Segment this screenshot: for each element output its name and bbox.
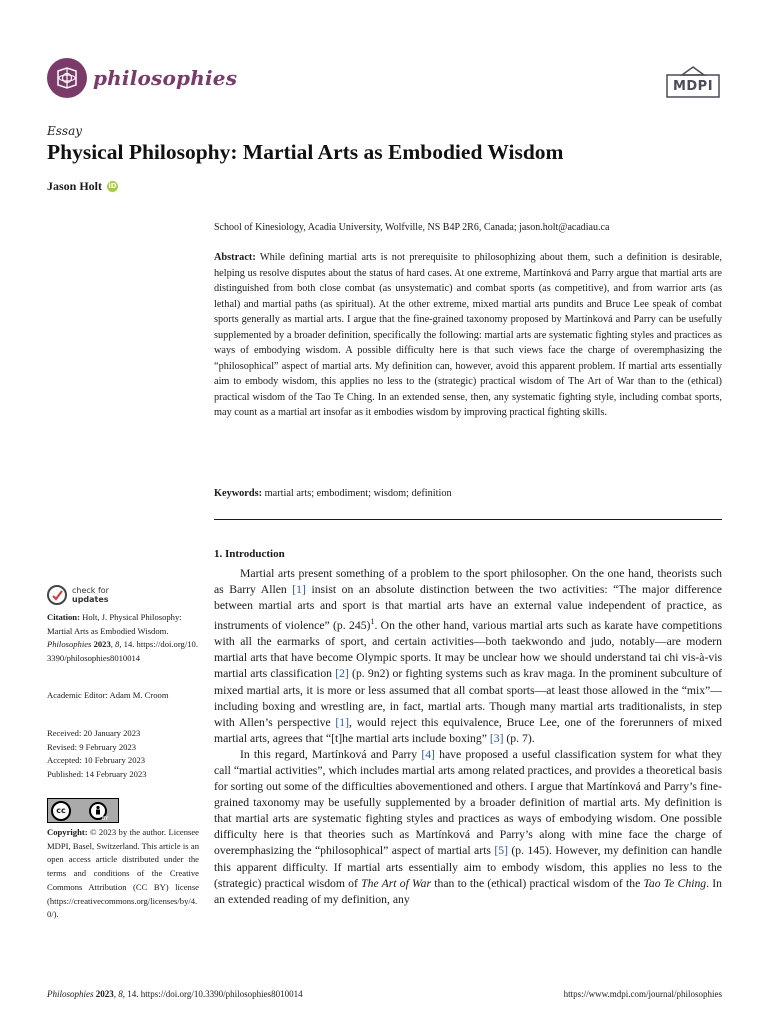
section-heading: 1. Introduction <box>214 548 285 560</box>
text-span: than to the (ethical) practical wisdom of the <box>431 876 644 890</box>
footer-doi[interactable]: , 14. https://doi.org/10.3390/philosophies8010014 <box>122 989 303 999</box>
footer-volume: 8 <box>118 989 123 999</box>
citation-text: Holt, J. Physical Philosophy: Martial Arts as Embodied Wisdom. <box>47 612 182 636</box>
cc-by-license-badge[interactable] <box>47 798 119 823</box>
text-span: Martial arts present something of a problem to the sport philosopher. On the one hand, theorists such as Barry Allen <box>214 567 722 597</box>
check-updates-line-2: updates <box>72 595 109 604</box>
footer-journal: Philosophies <box>47 989 94 999</box>
dates-block <box>47 727 199 782</box>
book-title: The Art of War <box>361 876 432 890</box>
abstract-text: While defining martial arts is not prerequisite to philosophizing about them, such a definition is desirable, helping us resolve disputes about the status of hard cases. At one extreme, Martínková and Parry argue that martial arts are distinguished from both close combat (as unsystematic) and combat sports (as competitive), and from warrior arts (as lethal) and martial paths (as spiritual). At the other extreme, mixed martial arts pundits and Bruce Lee speak of combat sports generally as martial arts. I argue that the fine-grained taxonomy proposed by Martínková and Parry can be usefully supplemented by a broader definition, specifically the following: martial arts are systematic fighting styles and practices as ways of embodying wisdom. A possible difficulty here is that such views face the charge of overemphasizing the “philosophical” aspect of martial arts. My definition can, however, avoid this apparent problem. If martial arts essentially aim to embody wisdom, this applies no less to the (strategic) practical wisdom of The Art of War than to the (ethical) practical wisdom of the Tao Te Ching. In an extended sense, then, any systematic fighting style, including combat sports, may count as a martial art insofar as it embodies wisdom by improving practical fighting skills. <box>214 252 722 418</box>
text-span: have proposed a useful classification system for what they call “martial activities”, which includes martial arts among related practices, and provides a theoretical basis for sorting out some of the difficulties abovementioned and others. I argue that Martínková and Parry’s fine-grained taxonomy may be usefully supplemented by a broader definition of martial arts. My definition is that martial arts are systematic fighting styles and practices as ways of embodying wisdom. One possible difficulty here is that theories such as Martínková and Parry’s along with mine face the charge of overemphasizing the “philosophical” aspect of martial arts <box>214 747 722 858</box>
cc-icon: cc <box>51 801 71 821</box>
author-line <box>47 179 118 194</box>
body-text <box>214 566 722 908</box>
citation-year: 2023 <box>93 639 111 650</box>
citation-url[interactable]: https://doi.org/10.3390/philosophies8010014 <box>47 639 198 664</box>
revised-date: Revised: 9 February 2023 <box>47 741 137 752</box>
text-span: (p. 145). However, my definition can handle this apparent difficulty. If martial arts essentially aim to embody wisdom, this applies no less to the (strategic) practical wisdom of <box>214 844 722 890</box>
journal-logo-icon <box>47 58 87 98</box>
check-updates-label <box>72 586 109 604</box>
citation-volume: 8 <box>115 639 120 650</box>
check-for-updates-button[interactable] <box>47 585 109 605</box>
citation-link[interactable]: [1] <box>335 715 350 729</box>
check-updates-line-1: check for <box>72 586 109 595</box>
citation-link[interactable]: [1] <box>292 583 306 597</box>
article-type: Essay <box>47 124 83 138</box>
citation-block: Citation: Holt, J. Physical Philosophy: Martial Arts as Embodied Wisdom. Philosophies 2023, 8, 14. https://doi.org/10.3390/philosophies8010014 <box>47 612 198 664</box>
published-date: Published: 14 February 2023 <box>47 769 147 780</box>
received-date: Received: 20 January 2023 <box>47 728 141 738</box>
citation-label: Citation: <box>47 612 80 622</box>
citation-pages: , 14. <box>119 639 135 650</box>
publisher-name: MDPI <box>672 79 714 94</box>
footer-year: 2023 <box>95 989 114 999</box>
editor-block <box>47 689 199 703</box>
check-updates-icon <box>47 585 67 605</box>
journal-name: philosophies <box>93 66 238 90</box>
book-title: Tao Te Ching <box>643 876 707 890</box>
footer-url[interactable]: https://www.mdpi.com/journal/philosophies <box>563 989 722 999</box>
citation-link[interactable]: [4] <box>421 747 435 761</box>
keywords-text: martial arts; embodiment; wisdom; definition <box>264 488 452 499</box>
text-span: , would reject this equivalence, Bruce Lee, one of the forerunners of mixed martial arts, agrees that “[t]he martial arts include boxing” <box>214 715 722 745</box>
copyright-label: Copyright: <box>47 827 88 837</box>
article-title: Physical Philosophy: Martial Arts as Embodied Wisdom <box>47 140 564 164</box>
text-span: (p. 9n2) or fighting systems such as krav maga. In the prominent subculture of mixed martial arts, it is more or less assumed that all combat sports—at least those allowed in the “mix”—including boxing and wrestling are, in fact, martial arts. Though many martial arts traditionalists, in step with Allen’s perspective <box>214 667 722 729</box>
orcid-icon[interactable]: iD <box>108 182 117 190</box>
copyright-text: © 2023 by the author. Licensee MDPI, Basel, Switzerland. This article is an open access article distributed under the terms and conditions of the Creative Commons Attribution (CC BY) license (https://creativecommons.org/licenses/by/4.0/). <box>47 827 199 920</box>
editor-label: Academic Editor: <box>47 690 108 700</box>
paragraph-2 <box>214 747 722 908</box>
author-name[interactable]: Jason Holt <box>47 179 103 193</box>
abstract-label: Abstract: <box>214 252 256 263</box>
keywords-label: Keywords: <box>214 488 263 499</box>
editor-name: Adam M. Croom <box>109 690 169 700</box>
citation-link[interactable]: [3] <box>489 731 504 745</box>
by-label: BY <box>102 816 109 822</box>
publisher-logo[interactable] <box>664 66 722 100</box>
text-span: insist on an absolute distinction between the two activities: “The major difference between martial arts and sport is that martial arts have an external value independent of practice, as instruments of violence” (p. 245) <box>214 583 722 633</box>
divider <box>214 519 722 520</box>
footnote-marker[interactable]: 1 <box>370 617 375 627</box>
text-span: In this regard, Martínková and Parry <box>240 747 422 761</box>
keywords <box>214 488 722 499</box>
accepted-date: Accepted: 10 February 2023 <box>47 755 146 766</box>
citation-journal: Philosophies <box>47 639 92 650</box>
citation-link[interactable]: [5] <box>494 844 508 858</box>
footer-citation: Philosophies 2023, 8, 14. https://doi.org/10.3390/philosophies8010014 <box>47 989 303 999</box>
citation-link[interactable]: [2] <box>335 667 349 681</box>
text-span: . On the other hand, various martial arts such as karate have competitions with all the earmarks of sport, and certain activities—both taekwondo and judo, notably—are modern martial arts that have become Olympic sports. It may be unclear how we should understand tai chi vis-à-vis martial arts classification <box>214 619 722 681</box>
text-span: . In an extended reading of my definition, any <box>214 876 722 906</box>
copyright-block <box>47 826 199 922</box>
paragraph-1 <box>214 566 722 747</box>
text-span: (p. 7). <box>503 731 535 745</box>
affiliation: School of Kinesiology, Acadia University, Wolfville, NS B4P 2R6, Canada; jason.holt@acadiau.ca <box>214 222 610 233</box>
abstract <box>214 250 722 421</box>
journal-logo[interactable] <box>47 58 237 98</box>
